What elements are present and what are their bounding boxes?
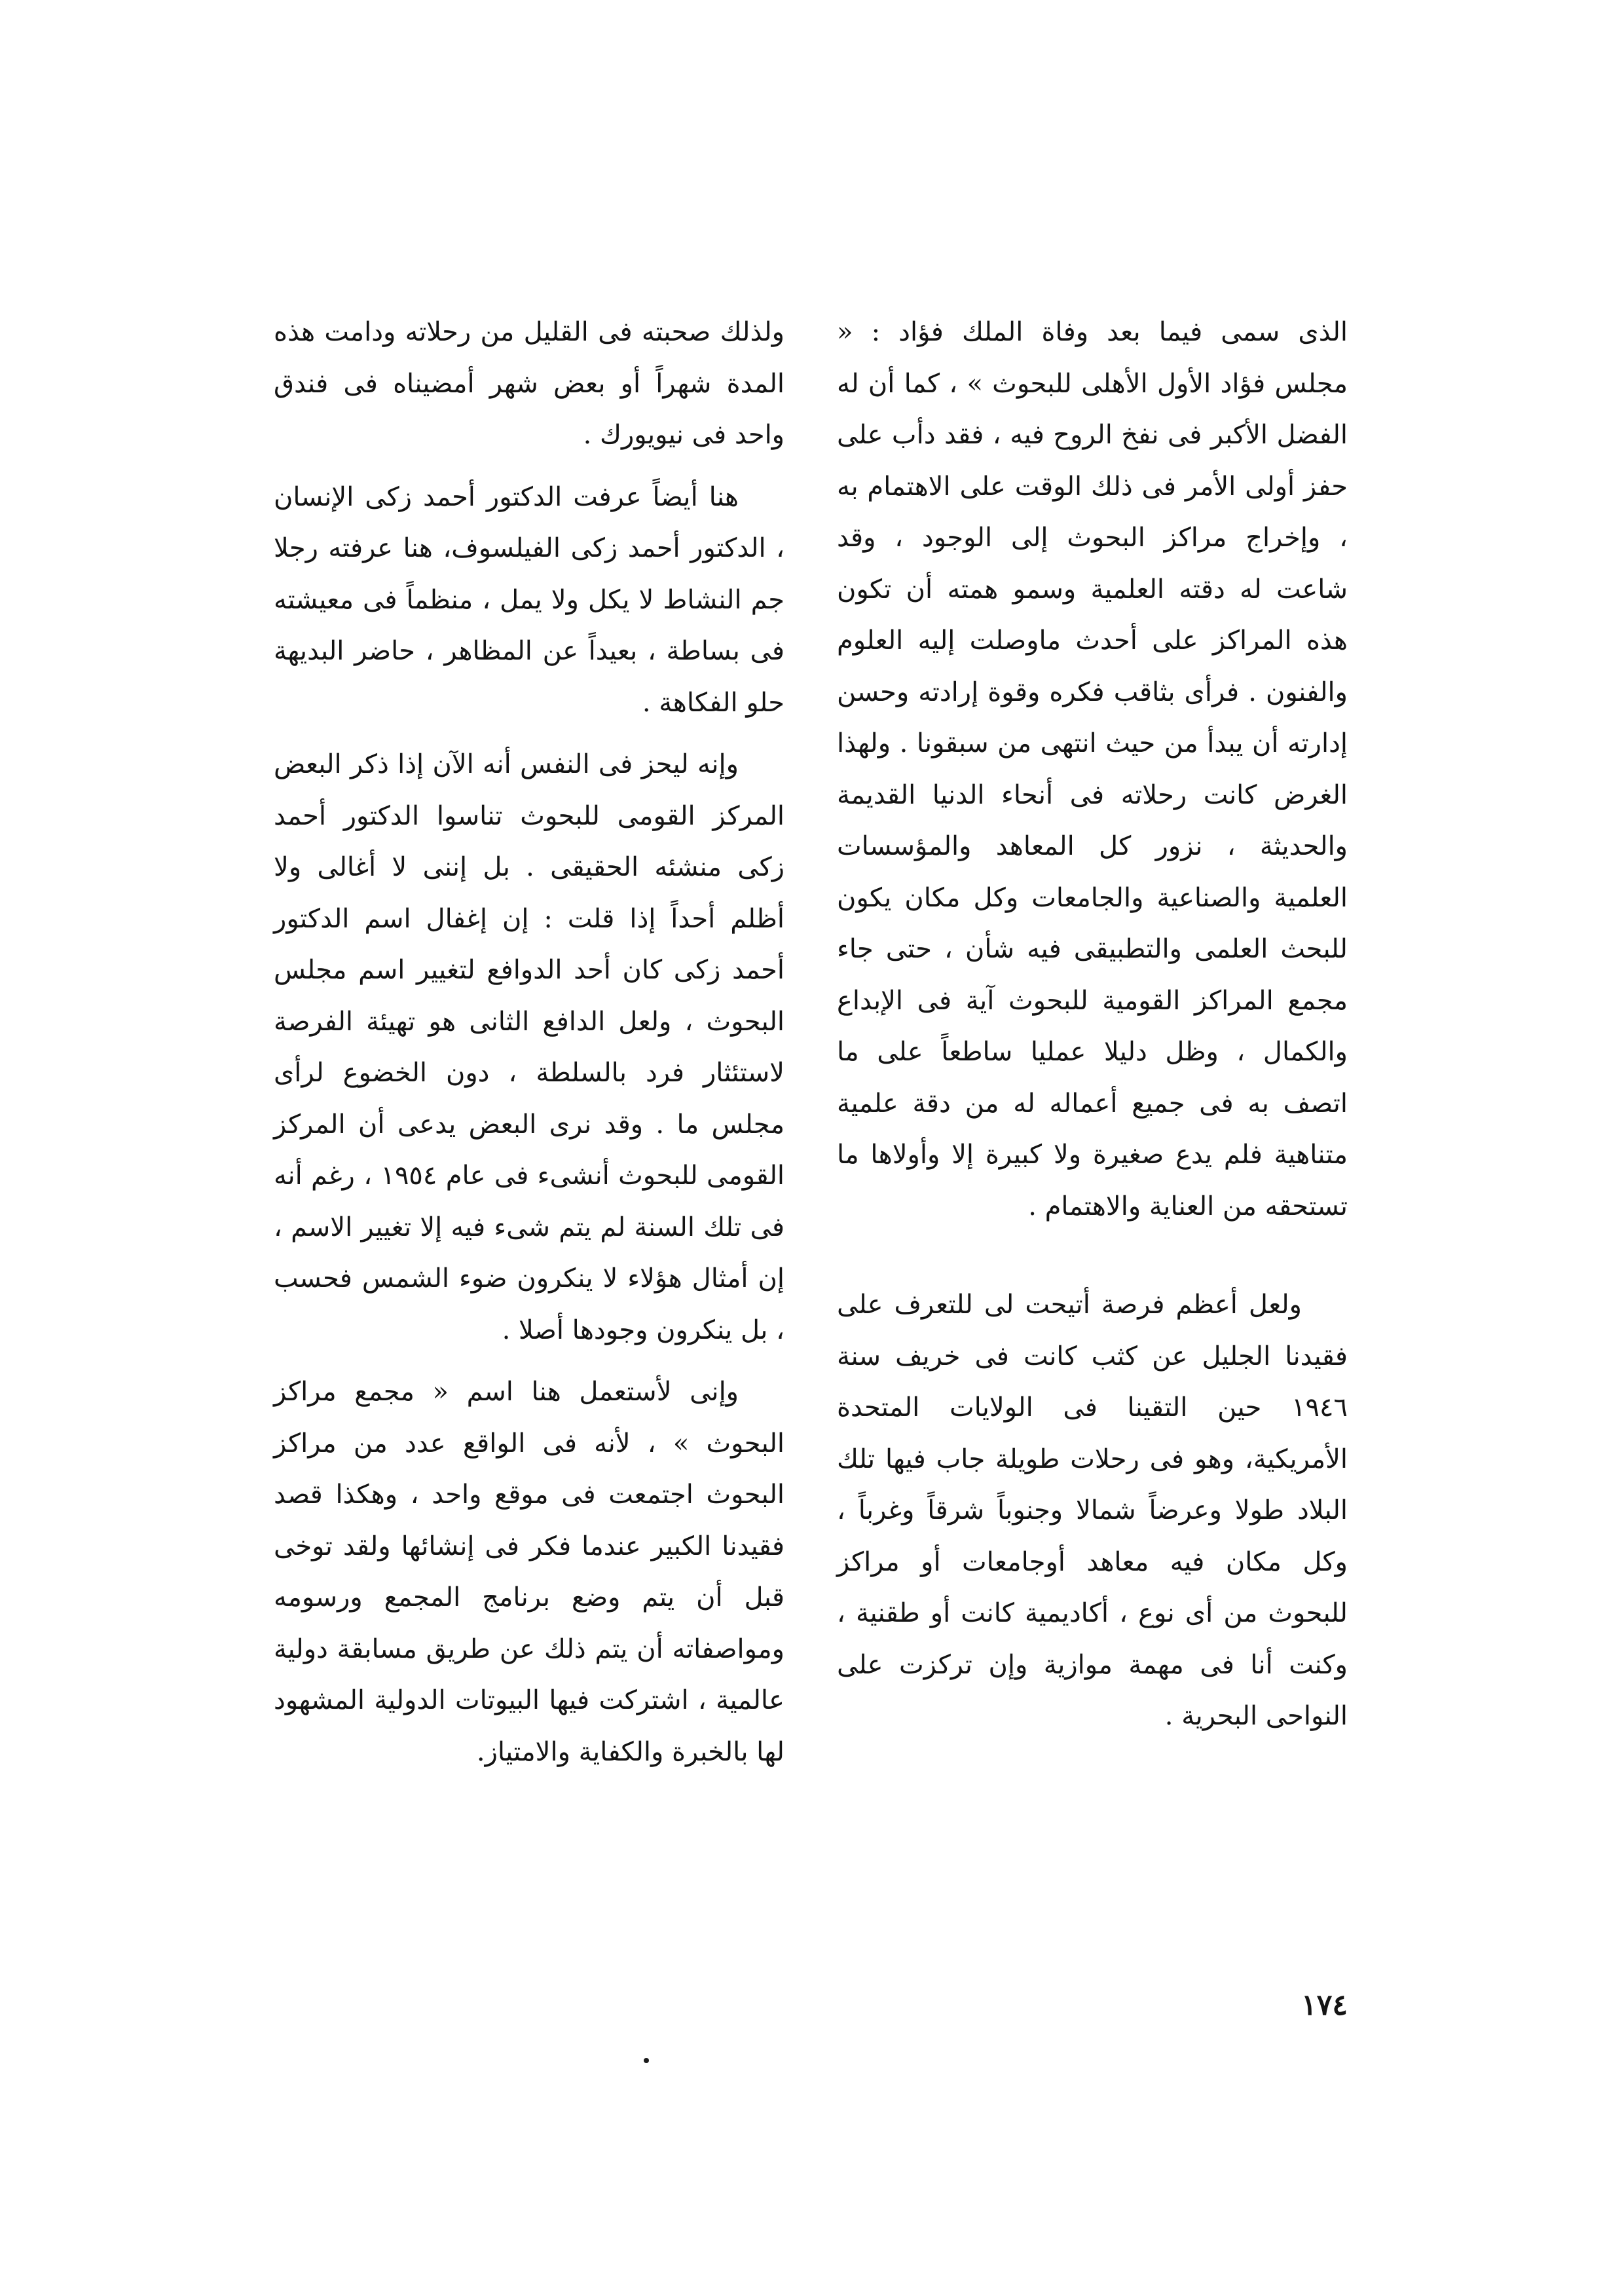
paragraph: هنا أيضاً عرفت الدكتور أحمد زكى الإنسان ، الدكتور أحمد زكى الفيلسوف، هنا عرفته رجلا جم النشاط لا يكل ولا يمل ، منظماً فى معيشته فى بساطة ، بعيداً عن المظاهر ، حاضر البديهة حلو الفكاهة . [274, 481, 784, 718]
left-text-column [274, 307, 784, 1778]
paragraph-spacer [274, 728, 784, 739]
paragraph-spacer [274, 461, 784, 472]
paragraph: ولعل أعظم فرصة أتيحت لى للتعرف على فقيدنا الجليل عن كثب كانت فى خريف سنة ١٩٤٦ حين التقينا فى الولايات المتحدة الأمريكية، وهو فى رحلات طويلة جاب فيها تلك البلاد طولا وعرضاً شمالا وجنوباً شرقاً وغرباً ، وكل مكان فيه معاهد أوجامعات أو مراكز للبحوث من أى نوع ، أكاديمية كانت أو طقنية ، وكنت أنا فى مهمة موازية وإن تركزت على النواحى البحرية . [837, 1290, 1348, 1731]
paragraph: وإنه ليحز فى النفس أنه الآن إذا ذكر البعض المركز القومى للبحوث تناسوا الدكتور أحمد زكى منشئه الحقيقى . بل إننى لا أغالى ولا أظلم أحداً إذا قلت : إن إغفال اسم الدكتور أحمد زكى كان أحد الدوافع لتغيير اسم مجلس البحوث ، ولعل الدافع الثانى هو تهيئة الفرصة لاستئثار فرد بالسلطة ، دون الخضوع لرأى مجلس ما . وقد نرى البعض يدعى أن المركز القومى للبحوث أنشىء فى عام ١٩٥٤ ، رغم أنه فى تلك السنة لم يتم شىء فيه إلا تغيير الاسم ، إن أمثال هؤلاء لا ينكرون ضوء الشمس فحسب ، بل ينكرون وجودها أصلا . [274, 749, 784, 1345]
paragraph: وإنى لأستعمل هنا اسم « مجمع مراكز البحوث » ، لأنه فى الواقع عدد من مراكز البحوث اجتمعت فى موقع واحد ، وهكذا قصد فقيدنا الكبير عندما فكر فى إنشائها ولقد توخى قبل أن يتم وضع برنامج المجمع ورسومه ومواصفاته أن يتم ذلك عن طريق مسابقة دولية عالمية ، اشتركت فيها البيوتات الدولية المشهود لها بالخبرة والكفاية والامتياز. [274, 1377, 784, 1767]
paragraph-spacer [837, 1232, 1348, 1279]
paragraph: ولذلك صحبته فى القليل من رحلاته ودامت هذه المدة شهراً أو بعض شهر أمضيناه فى فندق واحد فى نيويورك . [274, 317, 784, 450]
print-dot-mark [644, 2058, 649, 2063]
paragraph: الذى سمى فيما بعد وفاة الملك فؤاد : « مجلس فؤاد الأول الأهلى للبحوث » ، كما أن له الفضل الأكبر فى نفخ الروح فيه ، فقد دأب على حفز أولى الأمر فى ذلك الوقت على الاهتمام به ، وإخراج مراكز البحوث إلى الوجود ، وقد شاعت له دقته العلمية وسمو همته أن تكون هذه المراكز على أحدث ماوصلت إليه العلوم والفنون . فرأى بثاقب فكره وقوة إرادته وحسن إدارته أن يبدأ من حيث انتهى من سبقونا . ولهذا الغرض كانت رحلاته فى أنحاء الدنيا القديمة والحديثة ، نزور كل المعاهد والمؤسسات العلمية والصناعية والجامعات وكل مكان يكون للبحث العلمى والتطبيقى فيه شأن ، حتى جاء مجمع المراكز القومية للبحوث آية فى الإبداع والكمال ، وظل دليلا عمليا ساطعاً على ما اتصف به فى جميع أعماله له من دقة علمية متناهية فلم يدع صغيرة ولا كبيرة إلا وأولاها ما تستحقه من العناية والاهتمام . [837, 317, 1348, 1222]
paragraph-spacer [274, 1356, 784, 1366]
page-number: ١٧٤ [1301, 1988, 1348, 2022]
right-text-column [837, 307, 1348, 1742]
